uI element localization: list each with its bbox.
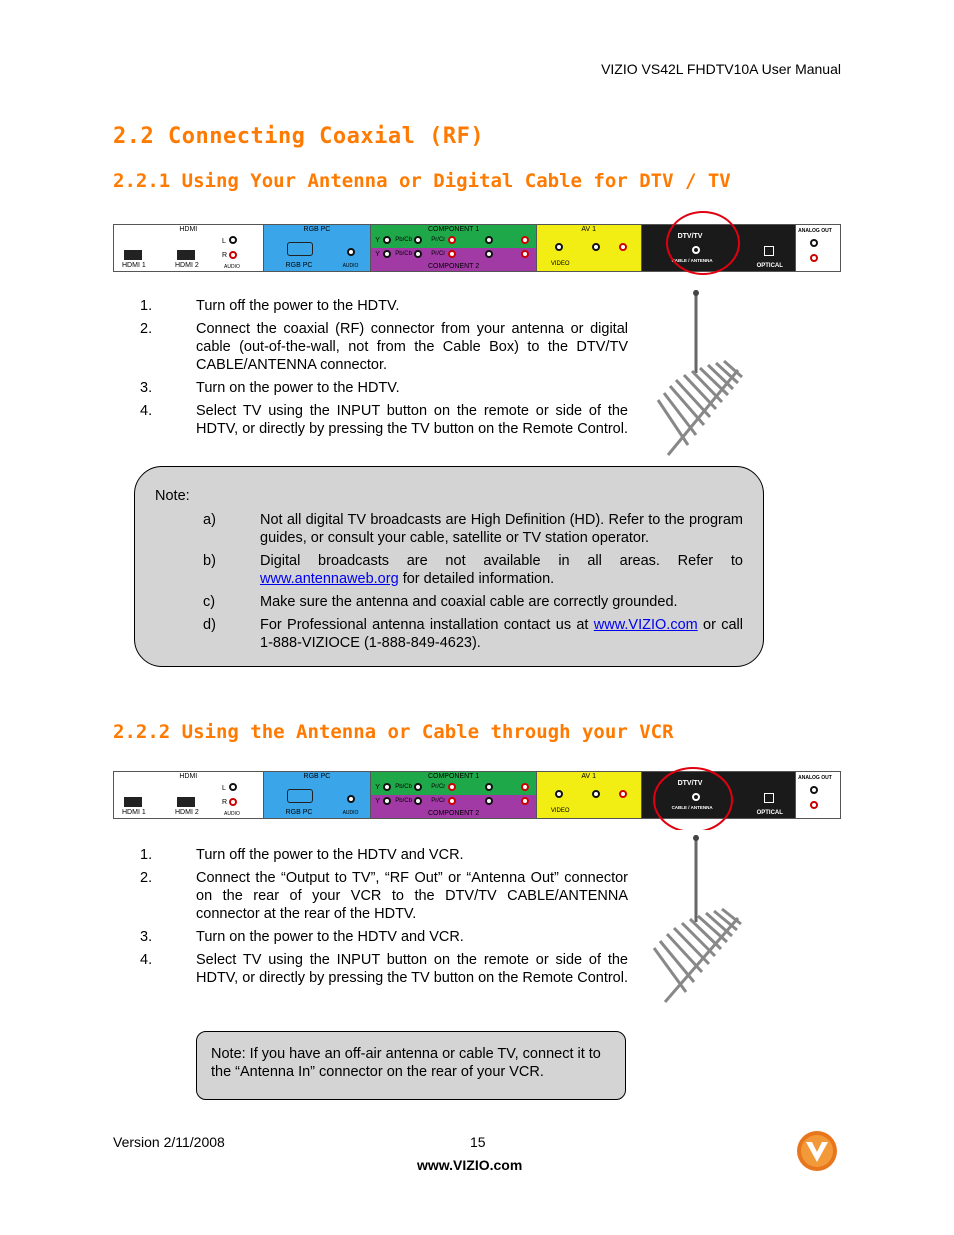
pr-label: Pr/Cr: [431, 784, 446, 790]
step-number: 2.: [140, 870, 153, 886]
pc-audio-jack: [347, 795, 355, 803]
highlight-circle: [666, 211, 740, 275]
l-label: L: [222, 238, 226, 245]
pc-audio-label: AUDIO: [342, 263, 359, 269]
analog-l-jack: [810, 786, 818, 794]
y-jack: [383, 783, 391, 791]
pc-audio-jack: [347, 248, 355, 256]
rgb-section: [264, 772, 372, 818]
av-audio-l-jack: [592, 790, 600, 798]
r-label: R: [222, 252, 228, 259]
step-item: [140, 320, 628, 374]
audio-label: AUDIO: [224, 264, 240, 270]
note-item-text: [260, 616, 743, 652]
note-item: [155, 552, 743, 588]
video-jack: [555, 790, 563, 798]
note-text-before: For Professional antenna installation contact us at: [260, 617, 589, 633]
y-label: Y: [375, 237, 380, 244]
comp-audio-l-jack: [485, 250, 493, 258]
hdmi-label: HDMI: [179, 226, 198, 233]
step-number: 2.: [140, 321, 153, 337]
note-item: [155, 593, 743, 611]
av1-section: [537, 225, 642, 271]
step-number: 1.: [140, 847, 153, 863]
note-item: [155, 511, 743, 547]
note-item-marker: a): [203, 512, 216, 528]
video-label: VIDEO: [550, 261, 570, 267]
step-number: 3.: [140, 380, 153, 396]
note-item-marker: b): [203, 553, 216, 569]
analog-out-section: [796, 772, 840, 818]
note-item: [155, 616, 743, 652]
note-box-1: [134, 466, 764, 667]
antenna-illustration: [640, 830, 753, 1008]
cable-antenna-label: CABLE / ANTENNA: [671, 258, 713, 263]
pr-jack: [448, 797, 456, 805]
component2-label: COMPONENT 2: [427, 263, 480, 270]
component-section: [371, 225, 537, 271]
pr-label: Pr/Cr: [431, 798, 446, 804]
note-item-marker: c): [203, 594, 216, 610]
step-text: Turn on the power to the HDTV and VCR.: [196, 929, 464, 945]
pb-label: Pb/Cb: [395, 251, 412, 257]
step-item: [140, 846, 628, 864]
step-text: Turn off the power to the HDTV.: [196, 298, 400, 314]
av-audio-r-jack: [619, 243, 627, 251]
comp-audio-l-jack: [485, 783, 493, 791]
subsection-title-2: 2.2.2 Using the Antenna or Cable through your VCR: [113, 721, 674, 743]
hdmi2-port: [177, 250, 195, 260]
comp-audio-l-jack: [485, 797, 493, 805]
step-number: 4.: [140, 403, 153, 419]
step-text: Turn off the power to the HDTV and VCR.: [196, 847, 464, 863]
vga-port: [287, 242, 313, 256]
step-item: [140, 379, 628, 397]
hdmi-section: [114, 772, 264, 818]
note-item-marker: d): [203, 617, 216, 633]
pb-jack: [414, 236, 422, 244]
optical-port: [764, 793, 774, 803]
step-number: 1.: [140, 298, 153, 314]
pr-label: Pr/Cr: [431, 237, 446, 243]
note-item-text: Not all digital TV broadcasts are High Definition (HD). Refer to the program guides, or consult your cable, satellite or TV station operator.: [260, 512, 743, 546]
section-title: 2.2 Connecting Coaxial (RF): [113, 124, 485, 149]
steps-list-2: [140, 846, 628, 992]
l-label: L: [222, 785, 226, 792]
antennaweb-link[interactable]: www.antennaweb.org: [260, 571, 399, 587]
dtv-label: DTV/TV: [677, 233, 703, 240]
rgb-pc-label: RGB PC: [285, 809, 313, 816]
vga-port: [287, 789, 313, 803]
comp-audio-r-jack: [521, 236, 529, 244]
component1-label: COMPONENT 1: [427, 773, 480, 780]
audio-label: AUDIO: [224, 811, 240, 817]
pr-jack: [448, 236, 456, 244]
vizio-link[interactable]: www.VIZIO.com: [593, 617, 698, 633]
rgb-pc-label: RGB PC: [285, 262, 313, 269]
pc-audio-label: AUDIO: [342, 810, 359, 816]
component1-label: COMPONENT 1: [427, 226, 480, 233]
steps-list-1: [140, 297, 628, 443]
step-number: 3.: [140, 929, 153, 945]
audio-r-jack: [229, 251, 237, 259]
step-text: Select TV using the INPUT button on the remote or side of the HDTV, or directly by pressing the TV button on the Remote Control.: [196, 403, 628, 437]
analog-out-label: ANALOG OUT: [798, 228, 832, 234]
highlight-circle: [653, 767, 733, 833]
step-text: Select TV using the INPUT button on the remote or side of the HDTV, or directly by pressing the TV button on the Remote Control.: [196, 952, 628, 986]
footer-website[interactable]: www.VIZIO.com: [417, 1157, 523, 1173]
step-item: [140, 928, 628, 946]
rgb-label: RGB PC: [303, 226, 331, 233]
note-text-after: for detailed information.: [402, 571, 555, 587]
av-audio-r-jack: [619, 790, 627, 798]
pb-label: Pb/Cb: [395, 798, 412, 804]
hdmi2-label: HDMI 2: [175, 262, 199, 269]
analog-r-jack: [810, 801, 818, 809]
video-label: VIDEO: [550, 808, 570, 814]
vizio-logo-icon: [796, 1130, 838, 1172]
step-item: [140, 402, 628, 438]
analog-r-jack: [810, 254, 818, 262]
analog-out-section: [796, 225, 840, 271]
rgb-section: [264, 225, 372, 271]
step-number: 4.: [140, 952, 153, 968]
analog-l-jack: [810, 239, 818, 247]
pb-jack: [414, 783, 422, 791]
pr-jack: [448, 250, 456, 258]
hdmi1-label: HDMI 1: [122, 262, 146, 269]
step-text: Connect the coaxial (RF) connector from your antenna or digital cable (out-of-the-wall, not from the Cable Box) to the DTV/TV CABLE/ANTENNA connector.: [196, 321, 628, 373]
pb-label: Pb/Cb: [395, 784, 412, 790]
note-item-text: Make sure the antenna and coaxial cable are correctly grounded.: [260, 594, 678, 610]
hdmi1-label: HDMI 1: [122, 809, 146, 816]
analog-out-label: ANALOG OUT: [798, 775, 832, 781]
audio-l-jack: [229, 783, 237, 791]
dtv-label: DTV/TV: [677, 780, 703, 787]
header-title: VIZIO VS42L FHDTV10A User Manual: [601, 61, 841, 77]
pb-jack: [414, 250, 422, 258]
pr-label: Pr/Cr: [431, 251, 446, 257]
footer-version: Version 2/11/2008: [113, 1134, 225, 1150]
hdmi-label: HDMI: [179, 773, 198, 780]
hdmi2-label: HDMI 2: [175, 809, 199, 816]
optical-port: [764, 246, 774, 256]
note-text-before: Digital broadcasts are not available in all areas. Refer to: [260, 553, 743, 569]
y-label: Y: [375, 798, 380, 805]
note-item-text: [260, 552, 743, 588]
note-text-after: or call 1-888-VIZIOCE (1-888-849-4623).: [260, 617, 743, 651]
page-number: 15: [470, 1134, 486, 1150]
y-jack: [383, 236, 391, 244]
y-label: Y: [375, 251, 380, 258]
antenna-illustration: [648, 285, 753, 460]
note-box-2: Note: If you have an off-air antenna or cable TV, connect it to the “Antenna In” connector on the rear of your VCR.: [196, 1031, 626, 1100]
y-jack: [383, 797, 391, 805]
av-audio-l-jack: [592, 243, 600, 251]
step-item: [140, 297, 628, 315]
component2-label: COMPONENT 2: [427, 810, 480, 817]
step-text: Turn on the power to the HDTV.: [196, 380, 400, 396]
y-label: Y: [375, 784, 380, 791]
step-item: [140, 869, 628, 923]
av1-section: [537, 772, 642, 818]
audio-r-jack: [229, 798, 237, 806]
comp-audio-r-jack: [521, 250, 529, 258]
step-text: Connect the “Output to TV”, “RF Out” or “Antenna Out” connector on the rear of your VCR to the DTV/TV CABLE/ANTENNA connector at the rear of the HDTV.: [196, 870, 628, 922]
pr-jack: [448, 783, 456, 791]
r-label: R: [222, 799, 228, 806]
comp-audio-r-jack: [521, 783, 529, 791]
rgb-label: RGB PC: [303, 773, 331, 780]
comp-audio-r-jack: [521, 797, 529, 805]
optical-label: OPTICAL: [756, 810, 783, 816]
hdmi-section: [114, 225, 264, 271]
hdmi1-port: [124, 250, 142, 260]
hdmi1-port: [124, 797, 142, 807]
component-section: [371, 772, 537, 818]
audio-l-jack: [229, 236, 237, 244]
video-jack: [555, 243, 563, 251]
comp-audio-l-jack: [485, 236, 493, 244]
pb-jack: [414, 797, 422, 805]
pb-label: Pb/Cb: [395, 237, 412, 243]
optical-label: OPTICAL: [756, 263, 783, 269]
note-label: Note:: [155, 488, 190, 504]
av1-label: AV 1: [581, 226, 597, 233]
subsection-title-1: 2.2.1 Using Your Antenna or Digital Cable for DTV / TV: [113, 170, 731, 192]
hdmi2-port: [177, 797, 195, 807]
av1-label: AV 1: [581, 773, 597, 780]
y-jack: [383, 250, 391, 258]
step-item: [140, 951, 628, 987]
cable-antenna-label: CABLE / ANTENNA: [671, 805, 713, 810]
